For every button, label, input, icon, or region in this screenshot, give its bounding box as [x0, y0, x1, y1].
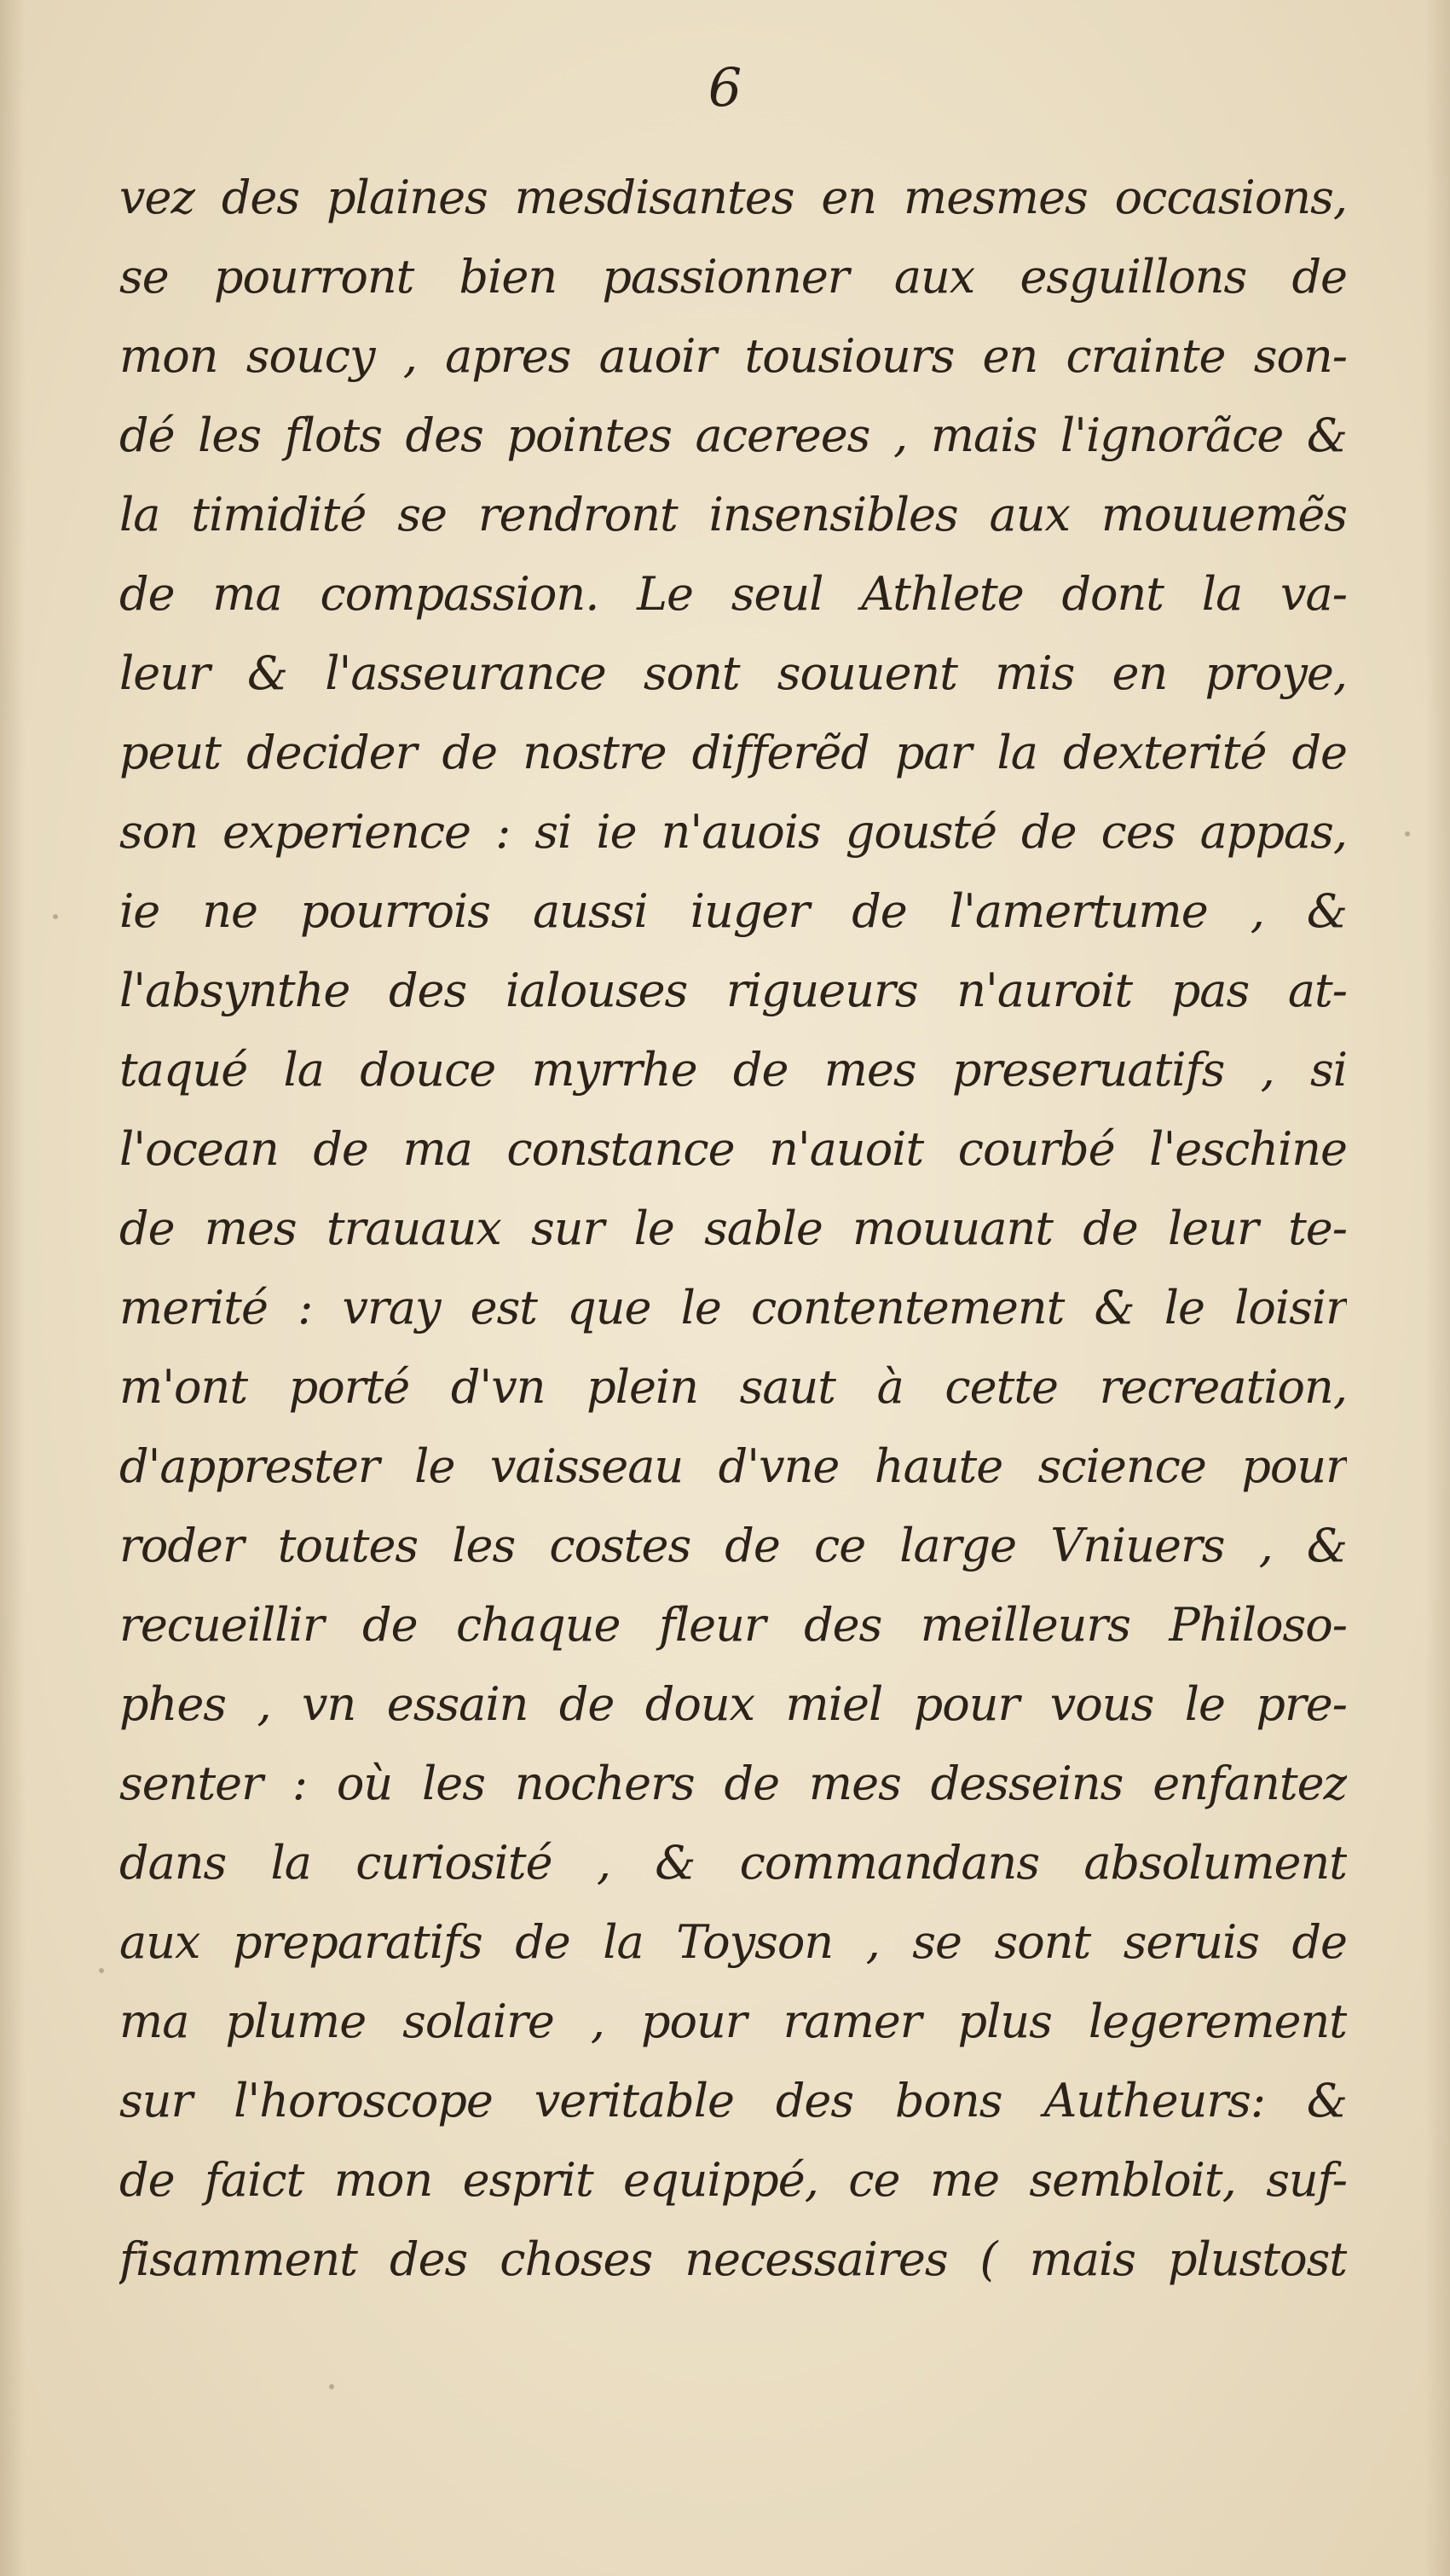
text-line: aux preparatifs de la Toyson , se sont seruis de: [119, 1915, 1347, 1969]
text-line: de faict mon esprit equippé, ce me sembloit, suf-: [119, 2153, 1347, 2207]
text-line: mon soucy , apres auoir tousiours en crainte son-: [119, 329, 1347, 383]
text-line: la timidité se rendront insensibles aux mouuemẽs: [119, 488, 1347, 541]
text-line: l'ocean de ma constance n'auoit courbé l'eschine: [119, 1122, 1347, 1176]
text-line: dé les flots des pointes acerees , mais l'ignorãce &: [119, 408, 1347, 462]
paper-speck: [53, 914, 58, 919]
paper-speck: [329, 2384, 334, 2389]
text-line: vez des plaines mesdisantes en mesmes occasions,: [119, 171, 1347, 224]
text-line: m'ont porté d'vn plein saut à cette recreation,: [119, 1360, 1347, 1414]
text-line: d'apprester le vaisseau d'vne haute science pour: [119, 1439, 1347, 1493]
text-line: ma plume solaire , pour ramer plus legerement: [119, 1994, 1347, 2048]
paper-speck: [99, 1968, 104, 1973]
body-text: [119, 158, 1347, 2299]
text-line: senter : où les nochers de mes desseins enfantez: [119, 1757, 1347, 1810]
text-line: fisamment des choses necessaires ( mais plustost: [119, 2232, 1347, 2286]
text-line: de mes trauaux sur le sable mouuant de leur te-: [119, 1201, 1347, 1255]
text-line: dans la curiosité , & commandans absolument: [119, 1836, 1347, 1890]
page-edge-shadow-left: [0, 0, 26, 2576]
text-line: ie ne pourrois aussi iuger de l'amertume , &: [119, 884, 1347, 938]
text-line: sur l'horoscope veritable des bons Autheurs: &: [119, 2074, 1347, 2127]
text-line: se pourront bien passionner aux esguillons de: [119, 250, 1347, 304]
text-line: son experience : si ie n'auois gousté de ces appas,: [119, 805, 1347, 859]
text-line: peut decider de nostre differẽd par la dexterité de: [119, 726, 1347, 779]
paper-speck: [1405, 831, 1410, 836]
text-line: leur & l'asseurance sont souuent mis en proye,: [119, 646, 1347, 700]
text-line: phes , vn essain de doux miel pour vous le pre-: [119, 1677, 1347, 1731]
text-line: merité : vray est que le contentement & le loisir: [119, 1281, 1347, 1334]
page-edge-shadow-right: [1424, 0, 1450, 2576]
text-line: roder toutes les costes de ce large Vniuers , &: [119, 1519, 1347, 1572]
page-number: 6: [708, 56, 742, 119]
text-line: l'absynthe des ialouses rigueurs n'auroit pas at-: [119, 964, 1347, 1017]
text-line: recueillir de chaque fleur des meilleurs Philoso-: [119, 1598, 1347, 1652]
text-line: taqué la douce myrrhe de mes preseruatifs , si: [119, 1043, 1347, 1097]
text-line: de ma compassion. Le seul Athlete dont la va-: [119, 567, 1347, 621]
